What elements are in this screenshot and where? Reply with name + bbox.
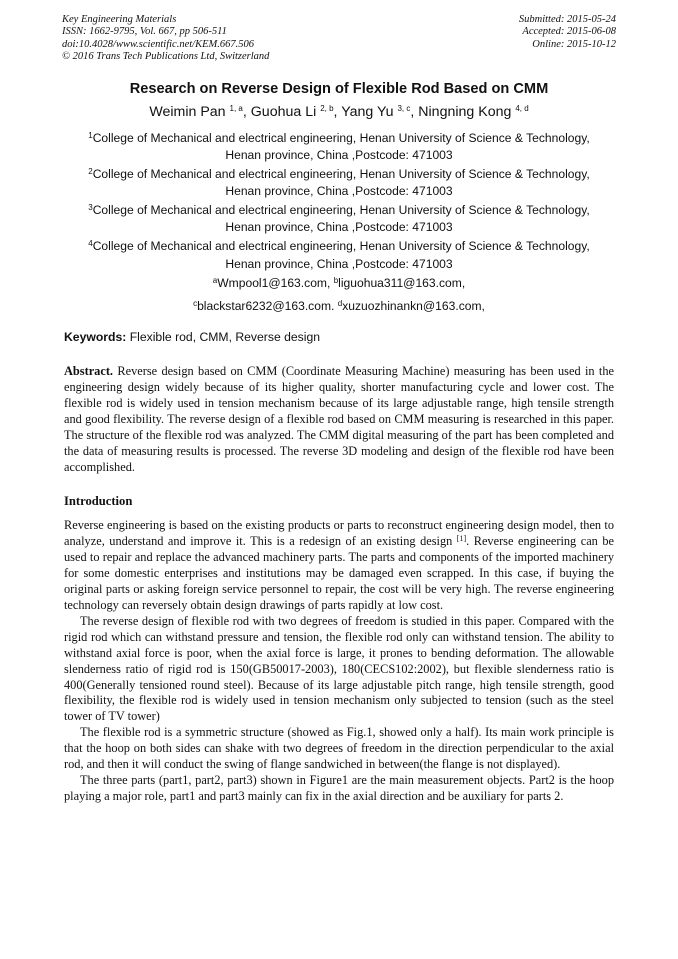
abstract-text: Reverse design based on CMM (Coordinate Measuring Machine) measuring has been used in the engineering design widely because of its higher quality, shorter manufacturing cycle and lower cost. The flexible rod is widely used in tension mechanism because of its large adjustable range, high tensile strength and good flexibility. The reverse design of a flexible rod based on CMM measuring is researched in this paper. The structure of the flexible rod was analyzed. The CMM digital measuring of the part has been completed and the data of measuring results is processed. The reverse 3D modeling and design of the flexible rod have been accomplished. — [64, 364, 614, 474]
affiliation-line: Henan province, China ,Postcode: 471003 — [225, 256, 453, 271]
affiliation-number: 4 — [88, 239, 93, 249]
doi: doi:10.4028/www.scientific.net/KEM.667.506 — [62, 38, 254, 50]
author-affiliation-mark: 1, a — [229, 104, 243, 113]
author-affiliation-mark: 4, d — [515, 104, 529, 113]
keywords-text: Flexible rod, CMM, Reverse design — [126, 330, 321, 344]
journal-name: Key Engineering Materials — [62, 14, 177, 25]
citation-ref: [1] — [456, 533, 467, 543]
affiliation-line: College of Mechanical and electrical engineering, Henan University of Science & Technology, — [92, 203, 590, 218]
paragraph: The three parts (part1, part2, part3) shown in Figure1 are the main measurement objects. Part2 is the hoop playing a major role, part1 and part3 mainly can fix in the axial direction and be auxiliary for parts 2. — [64, 773, 614, 804]
paragraph — [64, 518, 614, 614]
affiliation-line: Henan province, China ,Postcode: 471003 — [225, 220, 453, 235]
affiliation — [40, 238, 638, 273]
affiliation-line: College of Mechanical and electrical engineering, Henan University of Science & Technology, — [92, 239, 590, 254]
keywords — [64, 329, 614, 345]
author-separator: , — [333, 104, 342, 120]
issn-volume: ISSN: 1662-9795, Vol. 667, pp 506-511 — [62, 26, 227, 38]
online-date: Online: 2015-10-12 — [532, 38, 616, 50]
email-address: Wmpool1@163.com, — [217, 276, 334, 290]
author-emails — [40, 272, 638, 318]
affiliation-line: College of Mechanical and electrical engineering, Henan University of Science & Technology, — [92, 167, 590, 182]
section-heading: Introduction — [64, 494, 133, 508]
author-affiliation-mark: 3, c — [397, 104, 411, 113]
email-address: xuzuozhinankn@163.com, — [342, 299, 485, 313]
header-left — [62, 14, 269, 63]
author-affiliation-mark: 2, b — [320, 104, 334, 113]
author-name: Guohua Li — [250, 104, 317, 120]
email-line — [40, 295, 638, 318]
header-right — [519, 14, 616, 51]
copyright: © 2016 Trans Tech Publications Ltd, Switzerland — [62, 50, 270, 62]
affiliation-line: Henan province, China ,Postcode: 471003 — [225, 184, 453, 199]
email-address: blackstar6232@163.com. — [197, 299, 338, 313]
author-separator: , — [410, 104, 419, 120]
author-name: Ningning Kong — [418, 104, 512, 120]
paragraph-text: . Reverse engineering can be used to repair and replace the advanced machinery parts. The parts and components of the imported machinery for some domestic enterprises and institutions may be damaged even scrapped. In this case, if buying the original parts or asking foreign service personnel to repair, the cost will be very high. The reverse engineering technology can reversely obtain design drawings of parts rapidly at low cost. — [64, 533, 614, 612]
email-line — [40, 272, 638, 295]
affiliation-line: College of Mechanical and electrical engineering, Henan University of Science & Technology, — [92, 131, 590, 145]
accepted-date: Accepted: 2015-06-08 — [522, 26, 616, 38]
abstract — [64, 364, 614, 476]
author-list — [30, 103, 648, 121]
author-name: Yang Yu — [341, 104, 394, 120]
introduction-body — [64, 518, 614, 805]
paragraph-text: Reverse engineering is based on the existing products or parts to reconstruct engineering design model, then to analyze, understand and improve it. This is a redesign of an existing design — [64, 518, 614, 548]
affiliation-list — [40, 130, 638, 274]
submitted-date: Submitted: 2015-05-24 — [518, 14, 616, 25]
paper-title: Research on Reverse Design of Flexible Rod Based on CMM — [129, 81, 549, 97]
email-mark: b — [333, 276, 339, 285]
email-mark: c — [193, 299, 198, 308]
paragraph: The flexible rod is a symmetric structure (showed as Fig.1, showed only a half). Its main work principle is that the hoop on both sides can shake with two degrees of freedom in the direction perpendicular to the axial rod, and then it will conduct the swing of flange sandwiched in between(the flange is not displayed). — [64, 725, 614, 772]
affiliation-number: 3 — [88, 203, 93, 213]
email-mark: a — [212, 276, 218, 285]
publication-header — [62, 14, 616, 66]
author-separator: , — [242, 104, 251, 120]
affiliation-number: 2 — [88, 167, 93, 177]
author-name: Weimin Pan — [149, 104, 226, 120]
keywords-label: Keywords: — [64, 330, 127, 344]
email-mark: d — [337, 299, 343, 308]
abstract-label: Abstract. — [64, 364, 114, 378]
affiliation — [40, 166, 638, 201]
affiliation — [40, 202, 638, 237]
email-address: liguohua311@163.com, — [338, 276, 466, 290]
affiliation — [40, 130, 638, 165]
affiliation-line: Henan province, China ,Postcode: 471003 — [225, 148, 453, 163]
paragraph: The reverse design of flexible rod with two degrees of freedom is studied in this paper. Compared with the rigid rod which can withstand pressure and tension, the flexible rod only can withstand tension. The ability to withstand axial force is poor, when the axial force is large, it prones to bending deformation. The allowable slenderness ratio of rigid rod is 150(GB50017-2003), 180(CECS102:2002), but flexible slenderness ratio is 400(Generally tensioned round steel). Because of its large adjustable pitch range, high tensile strength, good flexibility, the flexible rod is widely used in tension mechanism only subjected to tension (such as the steel tower of TV tower) — [64, 613, 614, 724]
affiliation-number: 1 — [88, 131, 93, 140]
